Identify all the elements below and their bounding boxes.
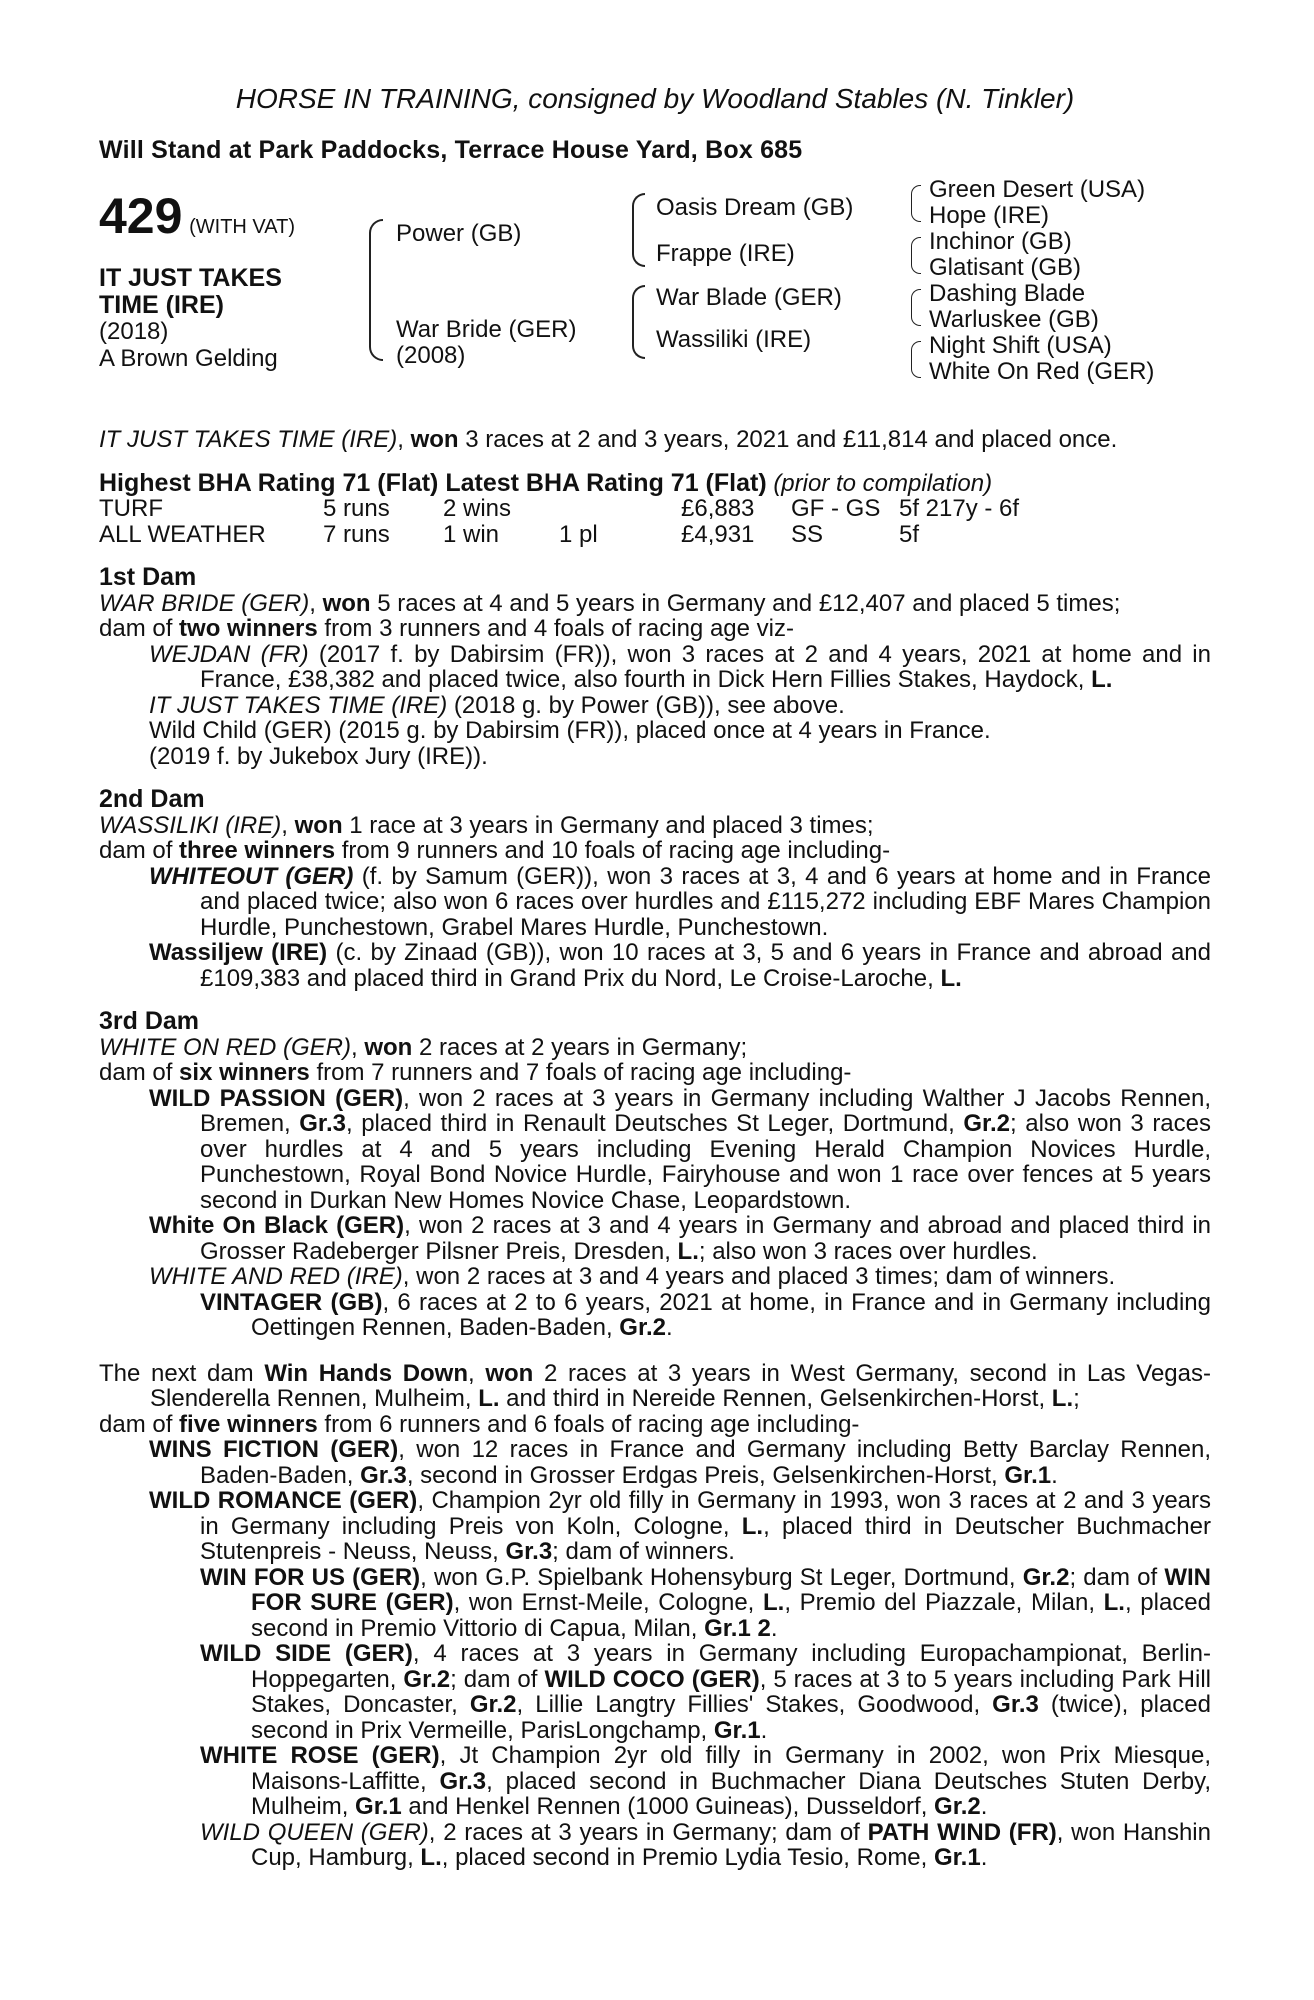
pedigree-bracket-3c [911, 289, 921, 326]
offspring-text: , 6 races at 2 to 6 years, 2021 at home, in France and in Germany including Oettingen Rennen, Baden-Baden, [251, 1288, 1211, 1341]
offspring-text: . [665, 1314, 673, 1341]
next-dam-won: won [485, 1359, 534, 1387]
performance-row-aw [99, 522, 1211, 548]
offspring-text: , 2 races at 3 years in Germany; dam of [428, 1818, 868, 1846]
dam3-line: WHITE ON RED (GER), won 2 races at 2 years in Germany; [99, 1033, 748, 1061]
offspring-name: WILD QUEEN (GER) [200, 1818, 429, 1846]
dam2-produce-a: dam of [99, 837, 180, 864]
grade-label: L. [940, 964, 962, 992]
grade-label: L. [762, 1589, 785, 1616]
offspring-name: WHITE ROSE (GER) [200, 1742, 440, 1769]
pedigree-gen3-8: White On Red (GER) [929, 358, 1155, 385]
vat-label: (WITH VAT) [189, 216, 296, 238]
pedigree-block [99, 177, 1211, 427]
offspring-text: , won Ernst-Meile, Cologne, [453, 1589, 763, 1616]
dam3-produce-a: dam of [99, 1059, 180, 1086]
offspring-entry [99, 642, 1211, 693]
pedigree-sire-dam: Frappe (IRE) [656, 240, 795, 267]
offspring-text: ; dam of [1069, 1563, 1165, 1591]
catalogue-page [99, 70, 1211, 1871]
perf-wins: 1 win [443, 520, 500, 548]
ratings-note: (prior to compilation) [773, 469, 993, 497]
offspring-entry: Wild Child (GER) (2015 g. by Dabirsim (FR)), placed once at 4 years in France. [149, 717, 991, 744]
dam1-produce-a: dam of [99, 615, 180, 642]
offspring-text: (2018 g. by Power (GB)), see above. [447, 691, 845, 719]
offspring-entry [99, 1565, 1211, 1642]
grade-label: L. [420, 1844, 442, 1871]
offspring-text: , 4 races at 3 years in Germany including Europachampionat, Berlin-Hoppegarten, [251, 1640, 1211, 1693]
perf-surface: TURF [99, 495, 163, 522]
perf-placed: 1 pl [559, 520, 598, 548]
next-dam-produce-line [99, 1412, 1211, 1438]
next-dam-text: ; [1073, 1385, 1080, 1412]
offspring-text: , won Hanshin Cup, Hamburg, [251, 1818, 1211, 1871]
dam3-won: won [364, 1033, 413, 1061]
offspring-text: . [760, 1716, 768, 1744]
perf-distance: 5f [899, 520, 920, 548]
perf-runs: 7 runs [323, 520, 390, 548]
grade-label: Gr.3 [439, 1767, 487, 1795]
offspring-name: VINTAGER (GB) [200, 1288, 383, 1316]
offspring-text: and Henkel Rennen (1000 Guineas), Dusseldorf, [401, 1793, 935, 1820]
grade-label: L. [478, 1385, 500, 1412]
dam3-produce-c: from 7 runners and 7 foals of racing age including- [309, 1059, 852, 1086]
perf-distance: 5f 217y - 6f [899, 495, 1020, 522]
grade-label: Gr.1 [713, 1716, 761, 1744]
offspring-name: WILD ROMANCE (GER) [149, 1487, 418, 1514]
grade-label: Gr.2 [963, 1110, 1011, 1137]
offspring-text: , second in Grosser Erdgas Preis, Gelsenkirchen-Horst, [406, 1461, 1005, 1489]
offspring-name: White On Black (GER) [149, 1212, 405, 1239]
grade-label: Gr.3 [360, 1461, 407, 1489]
offspring-name: WINS FICTION (GER) [149, 1436, 399, 1463]
section-heading-2nd-dam: 2nd Dam [99, 785, 205, 813]
horse-name-line2: TIME (IRE) [99, 291, 224, 319]
offspring-text: (f. by Samum (GER)), won 3 races at 3, 4 and 6 years at home and in France and placed twice; also won 6 races over hurdles and £115,272 including EBF Mares Champion Hurdle, Punchestown, Grabel Mares Hurdle, Punchestown. [200, 862, 1211, 941]
dam1-name: WAR BRIDE (GER) [99, 589, 310, 617]
offspring-name: WILD SIDE (GER) [200, 1640, 413, 1667]
perf-money: £6,883 [681, 495, 755, 522]
grade-label: Gr.2 [1022, 1563, 1070, 1591]
offspring-text: , Lillie Langtry Fillies' Stakes, Goodwood, [516, 1691, 993, 1718]
offspring-entry [99, 1488, 1211, 1565]
offspring-text: ; dam of winners. [552, 1538, 735, 1565]
pedigree-sire: Power (GB) [396, 220, 522, 247]
offspring-name: IT JUST TAKES TIME (IRE) [149, 691, 448, 719]
pedigree-dam-dam: Wassiliki (IRE) [656, 326, 812, 353]
next-dam-line [99, 1361, 1211, 1412]
offspring-entry [99, 1086, 1211, 1214]
offspring-text: ; also won 3 races over hurdles. [698, 1237, 1038, 1265]
lot-number: 429 [99, 188, 183, 244]
lot-number-line [99, 188, 296, 244]
offspring-text: , placed third in Renault Deutsches St Leger, Dortmund, [345, 1110, 964, 1137]
section-heading-3rd-dam: 3rd Dam [99, 1007, 200, 1035]
grade-label: Gr.2 [469, 1691, 517, 1718]
pedigree-dam-year: (2008) [396, 342, 466, 369]
pedigree-gen3-7: Night Shift (USA) [929, 332, 1112, 359]
offspring-text: , won 2 races at 3 years in Germany including Walther J Jacobs Rennen, Bremen, [200, 1084, 1211, 1137]
grade-label: Gr.2 [403, 1665, 451, 1693]
offspring-text: , Champion 2yr old filly in Germany in 1993, won 3 races at 2 and 3 years in Germany including Preis von Koln, Cologne, [200, 1487, 1212, 1540]
pedigree-dam: War Bride (GER) [396, 316, 577, 343]
perf-wins: 2 wins [443, 495, 512, 522]
grade-label: L. [1103, 1589, 1125, 1616]
grade-label: L. [1091, 666, 1113, 693]
offspring-name: WIN FOR SURE (GER) [251, 1563, 1211, 1616]
offspring-text: , won 2 races at 3 and 4 years in Germany and abroad and placed third in Grosser Radeberger Pilsner Preis, Dresden, [200, 1212, 1212, 1265]
next-dam-produce-a: dam of [99, 1410, 180, 1438]
next-dam-text: , [468, 1359, 486, 1387]
dam2-text: 1 race at 3 years in Germany and placed 3 times; [342, 811, 874, 839]
next-dam-text: 2 races at 3 years in West Germany, second in Las Vegas-Slenderella Rennen, Mulheim, [150, 1359, 1211, 1412]
perf-going: GF - GS [791, 495, 881, 522]
offspring-name: WHITE AND RED (IRE) [149, 1263, 403, 1290]
dam1-text: 5 races at 4 and 5 years in Germany and £12,407 and placed 5 times; [370, 589, 1121, 617]
section-heading-1st-dam: 1st Dam [99, 563, 197, 591]
offspring-text: , won 12 races in France and Germany including Betty Barclay Rennen, Baden-Baden, [200, 1436, 1212, 1489]
dam1-won: won [322, 589, 371, 617]
dam2-produce-line [99, 838, 1211, 864]
offspring-name: WILD COCO (GER) [544, 1665, 760, 1693]
offspring-text: , placed second in Premio Vittorio di Capua, Milan, [251, 1589, 1211, 1642]
offspring-text: , placed second in Premio Lydia Tesio, Rome, [441, 1844, 934, 1871]
offspring-entry [99, 1641, 1211, 1743]
pedigree-bracket-1 [369, 219, 383, 361]
perf-money: £4,931 [681, 520, 755, 548]
offspring-entry [99, 1290, 1211, 1341]
offspring-entry [99, 1213, 1211, 1264]
pedigree-gen3-3: Inchinor (GB) [929, 228, 1072, 255]
dam1-produce-line [99, 616, 1211, 642]
horse-name-line1: IT JUST TAKES [99, 264, 282, 292]
dam1-winners: two winners [179, 615, 318, 642]
pedigree-bracket-2b [632, 285, 645, 359]
grade-label: Gr.3 [299, 1110, 346, 1137]
summary-won: won [410, 426, 459, 453]
grade-label: L. [1051, 1385, 1074, 1412]
offspring-text: , 5 races at 3 to 5 years including Park Hill Stakes, Doncaster, [251, 1665, 1212, 1718]
ratings-heading [99, 468, 1211, 497]
offspring-name: PATH WIND (FR) [867, 1818, 1057, 1846]
dam3-name: WHITE ON RED (GER) [99, 1033, 351, 1061]
dam1-produce-c: from 3 runners and 4 foals of racing age viz- [317, 615, 794, 642]
dam2-line: WASSILIKI (IRE), won 1 race at 3 years in Germany and placed 3 times; [99, 811, 874, 839]
grade-label: Gr.1 [934, 1844, 981, 1871]
dam1-line: WAR BRIDE (GER), won 5 races at 4 and 5 years in Germany and £12,407 and placed 5 times; [99, 589, 1121, 617]
offspring-text: (twice), placed second in Prix Vermeille, ParisLongchamp, [251, 1691, 1211, 1744]
stand-location: Will Stand at Park Paddocks, Terrace House Yard, Box 685 [99, 135, 803, 164]
offspring-text: . [980, 1793, 988, 1820]
pedigree-gen3-2: Hope (IRE) [929, 202, 1050, 229]
offspring-text: , placed second in Buchmacher Diana Deutsches Stuten Derby, Mulheim, [251, 1767, 1211, 1820]
offspring-entry: (2019 f. by Jukebox Jury (IRE)). [149, 742, 488, 770]
grade-label: Gr.3 [505, 1538, 553, 1565]
offspring-entry [99, 1820, 1211, 1871]
summary-horse-name: IT JUST TAKES TIME (IRE) [99, 426, 398, 453]
dam3-text: 2 races at 2 years in Germany; [412, 1033, 748, 1061]
offspring-text: , won 2 races at 3 and 4 years and placed 3 times; dam of winners. [402, 1263, 1116, 1290]
grade-label: L. [741, 1512, 764, 1540]
pedigree-dam-sire: War Blade (GER) [656, 284, 842, 311]
next-dam-text: and third in Nereide Rennen, Gelsenkirchen-Horst, [499, 1385, 1052, 1412]
grade-label: Gr.1 [1004, 1461, 1052, 1489]
grade-label: Gr.2 [619, 1314, 666, 1341]
offspring-name: WHITEOUT (GER) [149, 862, 354, 890]
offspring-text: . [980, 1844, 988, 1871]
performance-row-turf [99, 496, 1211, 522]
offspring-text: (2017 f. by Dabirsim (FR)), won 3 races at 2 and 4 years, 2021 at home and in France, £38,382 and placed twice, also fourth in Dick Hern Fillies Stakes, Haydock, [200, 640, 1211, 693]
dam2-name: WASSILIKI (IRE) [99, 811, 282, 839]
offspring-text: ; dam of [450, 1665, 545, 1693]
pedigree-bracket-3a [911, 185, 921, 222]
offspring-name: WIN FOR US (GER) [200, 1563, 421, 1591]
horse-year: (2018) [99, 318, 169, 345]
pedigree-gen3-1: Green Desert (USA) [929, 176, 1146, 203]
dam3-produce-line [99, 1060, 1211, 1086]
offspring-name: Wassiljew (IRE) [149, 939, 328, 966]
ratings-title: Highest BHA Rating 71 (Flat) Latest BHA Rating 71 (Flat) [99, 468, 767, 497]
perf-placed [559, 496, 681, 522]
grade-label: Gr.2 [934, 1793, 981, 1820]
pedigree-sire-sire: Oasis Dream (GB) [656, 194, 854, 221]
next-dam-name: Win Hands Down [264, 1359, 469, 1387]
race-summary: IT JUST TAKES TIME (IRE), won 3 races at 2 and 3 years, 2021 and £11,814 and placed once. [99, 426, 1118, 453]
dam2-winners: three winners [179, 837, 336, 864]
perf-going: SS [791, 520, 824, 548]
grade-label: Gr.3 [992, 1691, 1039, 1718]
pedigree-gen3-6: Warluskee (GB) [929, 306, 1099, 333]
offspring-text: , placed third in Deutscher Buchmacher Stutenpreis - Neuss, Neuss, [200, 1512, 1211, 1565]
offspring-entry [99, 1264, 1211, 1290]
offspring-text: ; also won 3 races over hurdles at 4 and 5 years including Evening Herald Champion Novices Hurdle, Punchestown, Royal Bond Novice Hurdle, Fairyhouse and won 1 race over fences at 5 years second in Durkan New Homes Novice Chase, Leopardstown. [200, 1110, 1212, 1214]
offspring-entry [99, 1437, 1211, 1488]
next-dam-winners: five winners [179, 1410, 318, 1438]
grade-label: Gr.1 [355, 1793, 402, 1820]
offspring-text: , won G.P. Spielbank Hohensyburg St Leger, Dortmund, [420, 1563, 1023, 1591]
offspring-entry [99, 693, 1211, 719]
next-dam-produce-c: from 6 runners and 6 foals of racing age including- [317, 1410, 860, 1438]
dam2-won: won [294, 811, 343, 839]
pedigree-gen3-5: Dashing Blade [929, 280, 1086, 307]
dam2-produce-c: from 9 runners and 10 foals of racing age including- [335, 837, 891, 864]
offspring-name: WILD PASSION (GER) [149, 1084, 404, 1112]
offspring-text: . [1051, 1461, 1058, 1489]
grade-label: L. [677, 1237, 699, 1265]
offspring-text: . [770, 1614, 778, 1642]
perf-surface: ALL WEATHER [99, 520, 266, 548]
summary-text: 3 races at 2 and 3 years, 2021 and £11,814 and placed once. [458, 426, 1118, 453]
page-header: HORSE IN TRAINING, consigned by Woodland Stables (N. Tinkler) [235, 83, 1075, 114]
offspring-text: (c. by Zinaad (GB)), won 10 races at 3, 5 and 6 years in France and abroad and £109,383 and placed third in Grand Prix du Nord, Le Croise-Laroche, [200, 939, 1211, 992]
pedigree-gen3-4: Glatisant (GB) [929, 254, 1082, 281]
offspring-text: , Premio del Piazzale, Milan, [784, 1589, 1104, 1616]
pedigree-bracket-2a [632, 193, 645, 267]
horse-description: A Brown Gelding [99, 345, 278, 372]
next-dam-text: The next dam [99, 1359, 265, 1387]
pedigree-bracket-3b [911, 237, 921, 274]
offspring-name: WEJDAN (FR) [149, 640, 309, 668]
offspring-entry [99, 864, 1211, 941]
pedigree-bracket-3d [911, 341, 921, 378]
offspring-text: , Jt Champion 2yr old filly in Germany in 2002, won Prix Miesque, Maisons-Laffitte, [251, 1742, 1211, 1795]
dam3-winners: six winners [179, 1059, 310, 1086]
offspring-entry [99, 940, 1211, 991]
perf-runs: 5 runs [323, 495, 390, 522]
grade-label: Gr.1 2 [704, 1614, 771, 1642]
offspring-entry [99, 1743, 1211, 1820]
